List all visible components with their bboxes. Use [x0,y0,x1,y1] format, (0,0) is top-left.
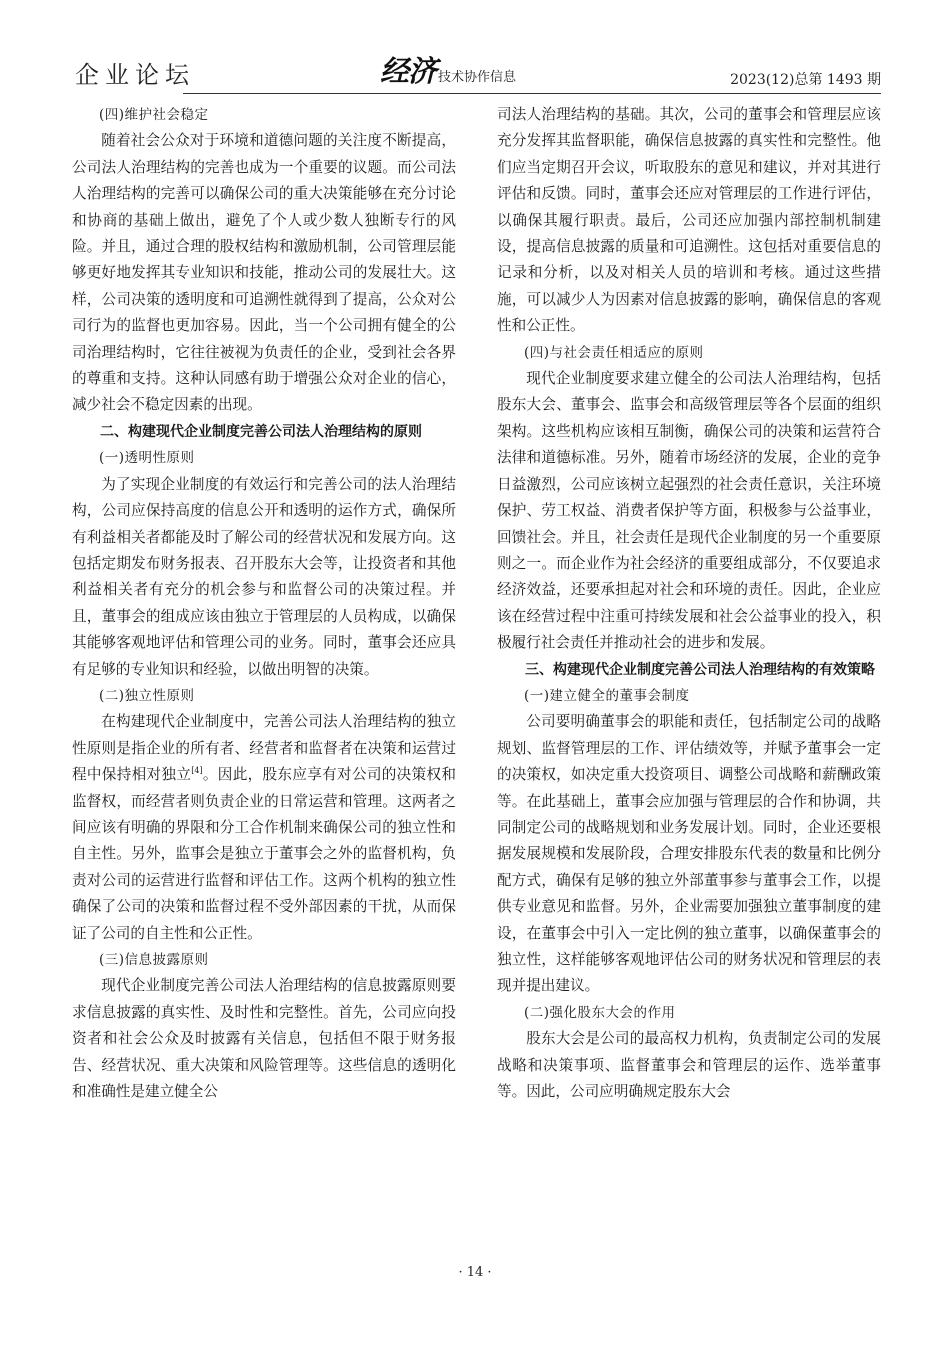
paragraph-continued: 司法人治理结构的基础。其次，公司的董事会和管理层应该充分发挥其监督职能，确保信息披露的真实性和完整性。他们应当定期召开会议，听取股东的意见和建议，并对其进行评估和反馈。同时，董事会还应对管理层的工作进行评估，以确保其履行职责。最后，公司还应加强内部控制机制建设，提高信息披露的质量和可追溯性。这包括对重要信息的记录和分析，以及对相关人员的培训和考核。通过这些措施，可以减少人为因素对信息披露的影响，确保信息的客观性和公正性。 [497,106,881,335]
right-column [497,102,881,1105]
subsection-heading: (一)透明性原则 [99,450,195,467]
citation-ref: [4] [191,766,203,776]
paragraph: 股东大会是公司的最高权力机构，负责制定公司的发展战略和决策事项、监督董事会和管理层的运作、选举董事等。因此，公司应明确规定股东大会 [497,1030,881,1101]
issue-info: 2023(12)总第 1493 期 [730,72,881,88]
section-title: 二、构建现代企业制度完善公司法人治理结构的原则 [100,423,422,440]
left-column [72,102,456,1105]
page-number: · 14 · [458,1265,492,1280]
subsection-heading: (三)信息披露原则 [99,952,209,968]
subsection-heading: (二)独立性原则 [99,687,195,704]
journal-logo: 经济 [380,54,437,88]
paragraph-text: 。因此，股东应享有对公司的决策权和监督权，而经营者则负责企业的日常运营和管理。这两者之间应该有明确的界限和分工合作机制来确保公司的独立性和自主性。另外，监事会是独立于董事会之外的监督机构，负责对公司的运营进行监督和评估工作。这两个机构的独立性确保了公司的决策和监督过程不受外部因素的干扰，从而保证了公司的自主性和公正性。 [72,766,456,942]
paragraph-text: 在构建现代企业制度中，完善公司法人治理结构的独立性原则是指企业的所有者、经营者和监督者在决策和运营过程中保持相对独立 [72,713,456,784]
subsection-heading: (四)与社会责任相适应的原则 [524,344,704,361]
header-rule [183,93,881,94]
journal-masthead [380,49,516,90]
paragraph: 现代企业制度要求建立健全的公司法人治理结构，包括股东大会、董事会、监事会和高级管理层等各个层面的组织架构。这些机构应该相互制衡，确保公司的决策和运营符合法律和道德标准。另外，随着市场经济的发展，企业的竞争日益激烈，公司应该树立起强烈的社会责任意识，关注环境保护、劳工权益、消费者保护等方面，积极参与公益事业，回馈社会。并且，社会责任是现代企业制度的另一个重要原则之一。而企业作为社会经济的重要组成部分，不仅要追求经济效益，还要承担起对社会和环境的责任。因此，企业应该在经营过程中注重可持续发展和社会公益事业的投入，积极履行社会责任并推动社会的进步和发展。 [497,370,881,652]
subsection-heading: (四)维护社会稳定 [99,107,209,123]
subsection-heading: (一)建立健全的董事会制度 [524,687,690,704]
paragraph: 现代企业制度完善公司法人治理结构的信息披露原则要求信息披露的真实性、及时性和完整性。首先，公司应向投资者和社会公众及时披露有关信息，包括但不限于财务报告、经营状况、重大决策和风险管理等。这些信息的透明化和准确性是建立健全公 [72,977,456,1101]
page-header [75,54,881,94]
section-name: 企业论坛 [75,61,195,89]
paragraph [72,709,456,947]
paragraph: 随着社会公众对于环境和道德问题的关注度不断提高，公司法人治理结构的完善也成为一个重要的议题。而公司法人治理结构的完善可以确保公司的重大决策能够在充分讨论和协商的基础上做出，避免了个人或少数人独断专行的风险。并且，通过合理的股权结构和激励机制，公司管理层能够更好地发挥其专业知识和技能，推动公司的发展壮大。这样，公司决策的透明度和可追溯性就得到了提高，公众对公司行为的监督也更加容易。因此，当一个公司拥有健全的公司治理结构时，它往往被视为负责任的企业，受到社会各界的尊重和支持。这种认同感有助于增强公众对企业的信心，减少社会不稳定因素的出现。 [72,132,456,414]
paragraph: 公司要明确董事会的职能和责任，包括制定公司的战略规划、监督管理层的工作、评估绩效等，并赋予董事会一定的决策权，如决定重大投资项目、调整公司战略和薪酬政策等。在此基础上，董事会应加强与管理层的合作和协调，共同制定公司的战略规划和业务发展计划。同时，企业还要根据发展规模和发展阶段，合理安排股东代表的数量和比例分配方式，确保有足够的独立外部董事参与董事会工作，以提供专业意见和监督。另外，企业需要加强独立董事制度的建设，在董事会中引入一定比例的独立董事，以确保董事会的独立性，这样能够客观地评估公司的财务状况和管理层的表现并提出建议。 [497,713,881,995]
paragraph: 为了实现企业制度的有效运行和完善公司的法人治理结构，公司应保持高度的信息公开和透明的运作方式，确保所有利益相关者都能及时了解公司的经营状况和发展方向。这包括定期发布财务报表、召开股东大会等，让投资者和其他利益相关者有充分的机会参与和监督公司的决策过程。并且，董事会的组成应该由独立于管理层的人员构成，以确保其能够客观地评估和管理公司的业务。同时，董事会还应具有足够的专业知识和经验，以做出明智的决策。 [72,475,456,678]
section-title: 三、构建现代企业制度完善公司法人治理结构的有效策略 [525,661,875,678]
journal-subtitle: 技术协作信息 [438,70,517,85]
subsection-heading: (二)强化股东大会的作用 [524,1004,676,1021]
